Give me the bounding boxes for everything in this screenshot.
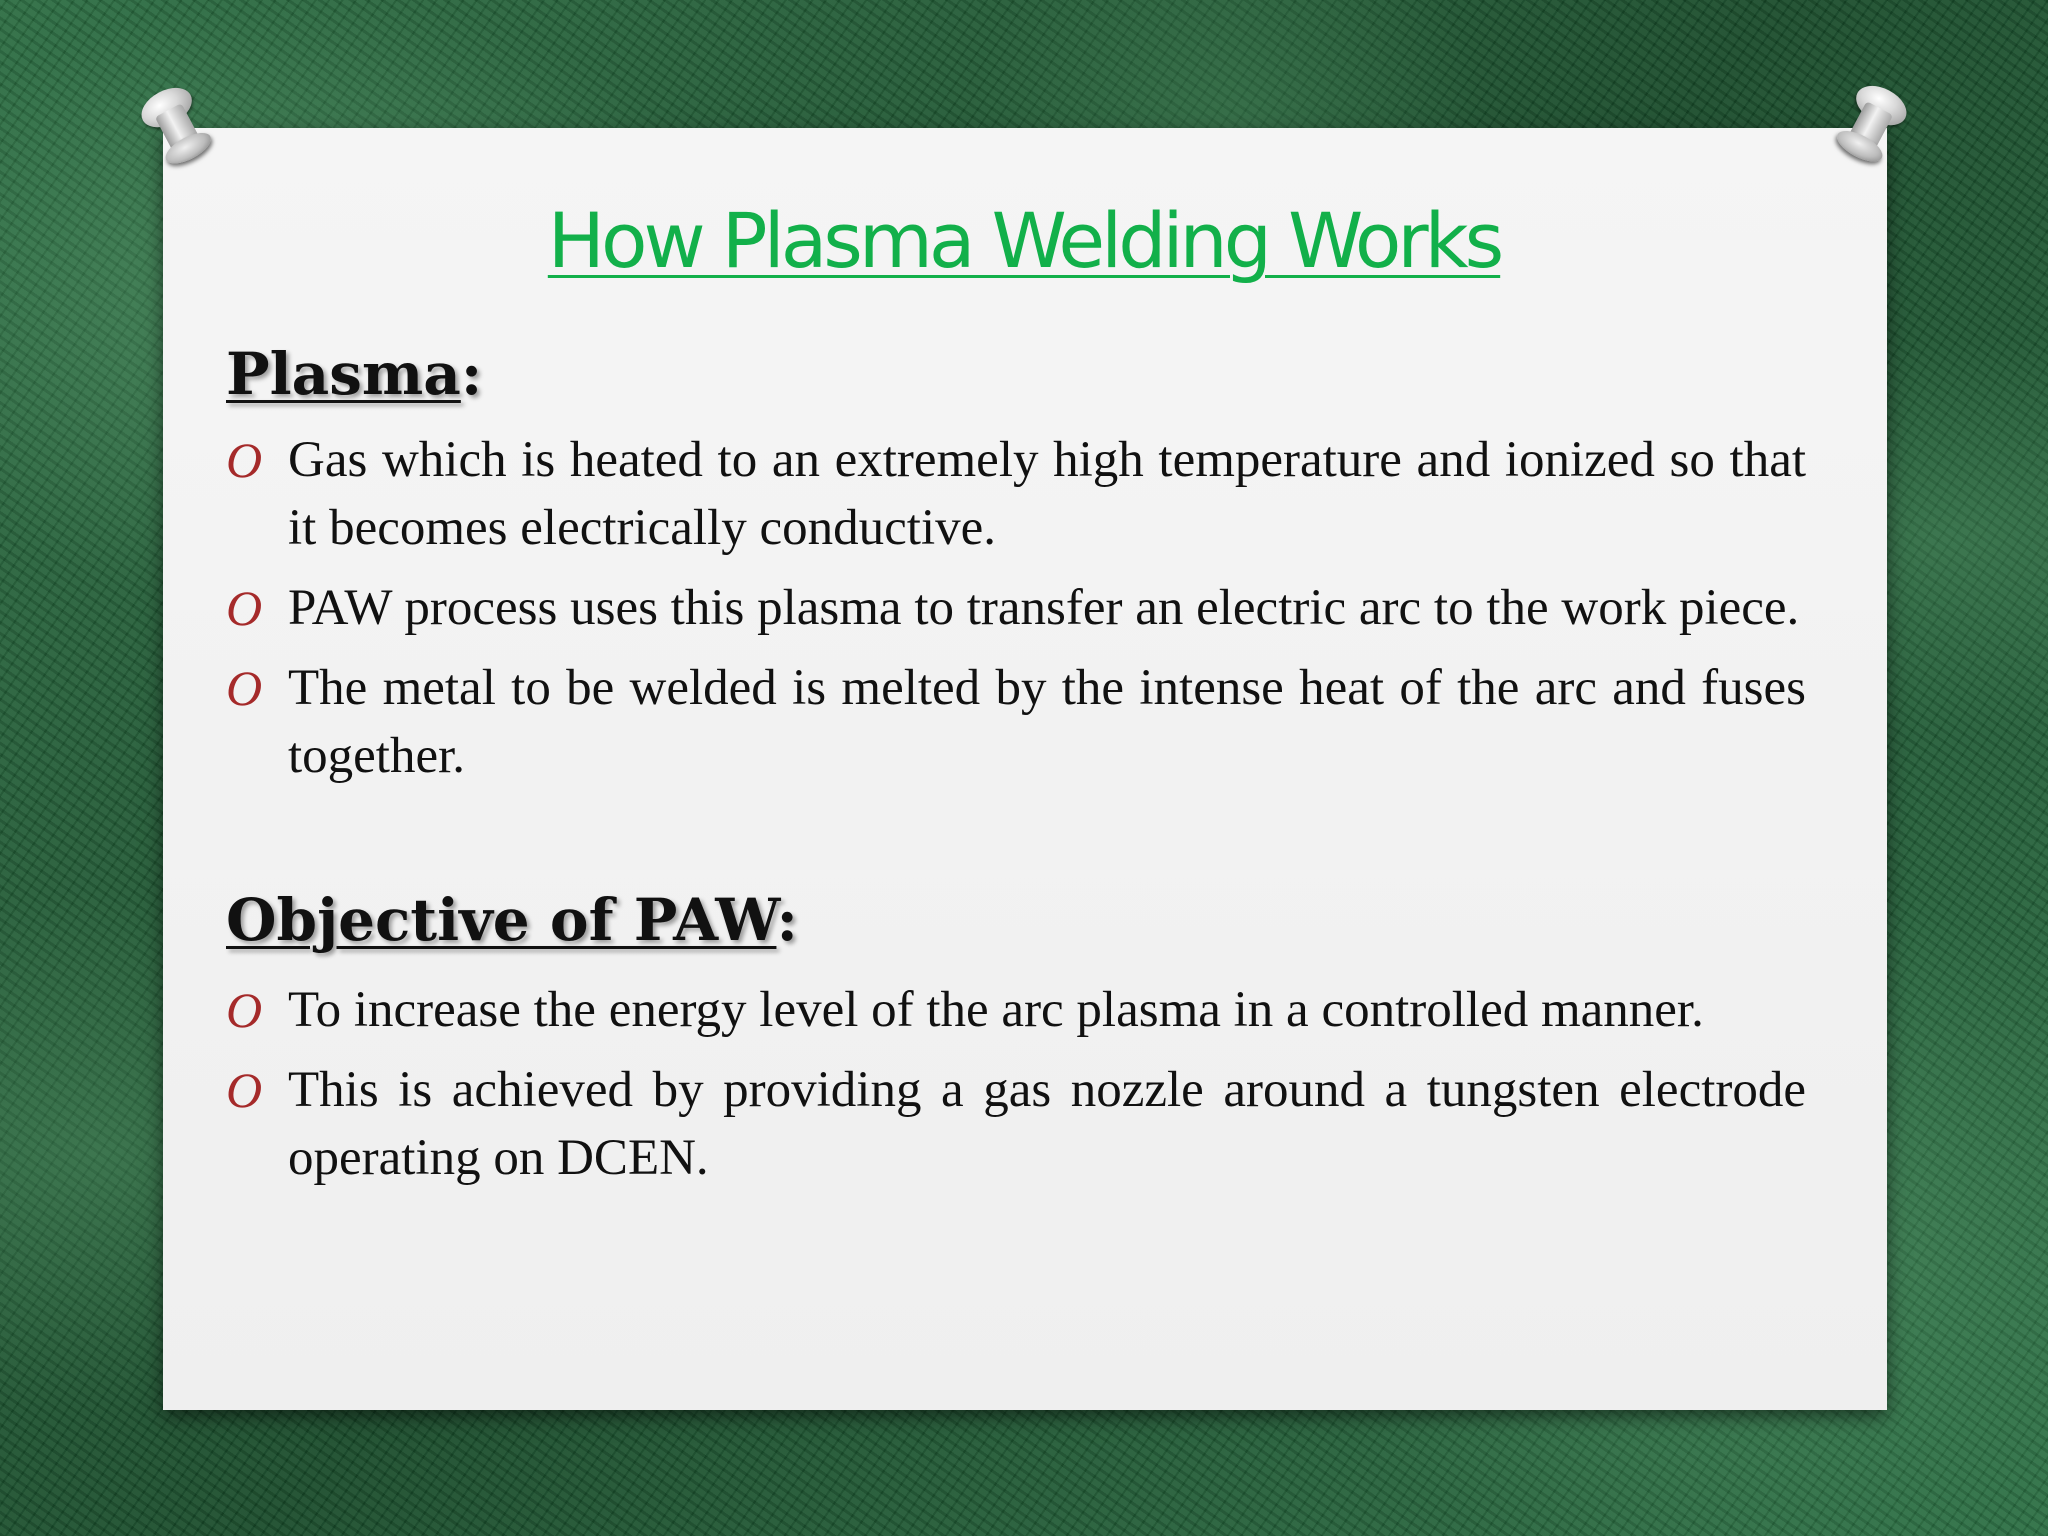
bullet-icon: O [226, 660, 263, 716]
bullet-text: This is achieved by providing a gas nozzle around a tungsten electrode operating on DCEN. [288, 1062, 1806, 1186]
section-heading-text: Plasma [226, 340, 461, 408]
bullet-text: To increase the energy level of the arc plasma in a controlled manner. [288, 982, 1704, 1038]
section-heading-objective [226, 886, 798, 954]
bullet-list-objective [226, 976, 1806, 1204]
list-item [226, 574, 1806, 642]
bullet-list-plasma [226, 426, 1806, 802]
list-item [226, 976, 1806, 1044]
bullet-text: PAW process uses this plasma to transfer an electric arc to the work piece. [288, 580, 1800, 636]
bullet-text: Gas which is heated to an extremely high temperature and ionized so that it becomes electrically conductive. [288, 432, 1806, 556]
list-item [226, 426, 1806, 562]
bullet-icon: O [226, 580, 263, 636]
list-item [226, 1056, 1806, 1192]
section-heading-plasma [226, 340, 482, 408]
bullet-text: The metal to be welded is melted by the intense heat of the arc and fuses together. [288, 660, 1806, 784]
slide-title: How Plasma Welding Works [547, 196, 1501, 285]
heading-colon: : [776, 886, 798, 954]
bullet-icon: O [226, 432, 263, 488]
bullet-icon: O [226, 1062, 263, 1118]
bullet-icon: O [226, 982, 263, 1038]
list-item [226, 654, 1806, 790]
section-heading-text: Objective of PAW [226, 886, 777, 954]
heading-colon: : [460, 340, 483, 408]
